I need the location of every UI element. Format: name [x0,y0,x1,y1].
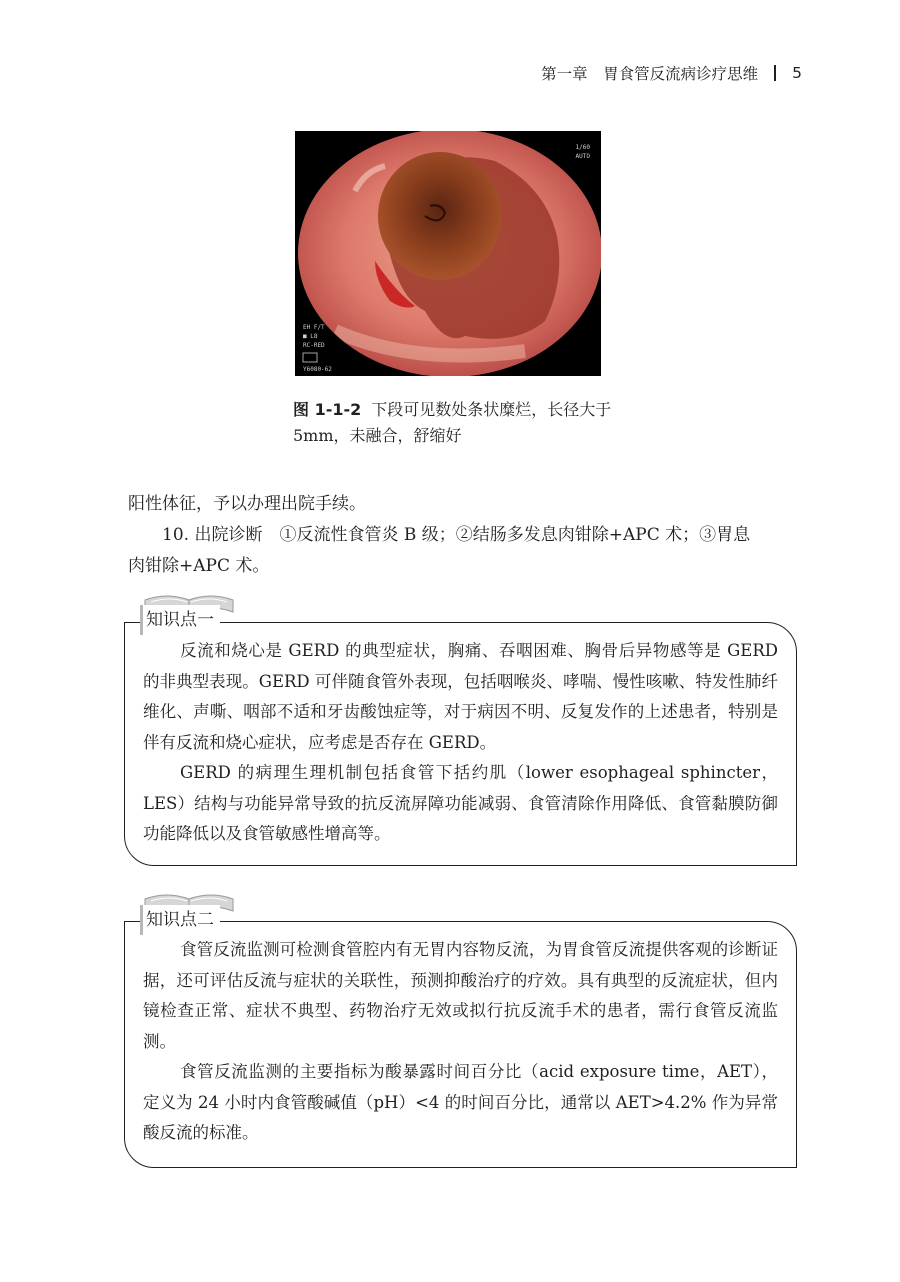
paragraph-diagnosis-line2: 肉钳除+APC 术。 [128,556,270,576]
box1-title-text: 知识点一 [146,610,214,630]
paragraph-discharge: 阳性体征，予以办理出院手续。 [128,494,366,514]
title-bar [140,905,143,935]
svg-text:AUTO: AUTO [575,153,590,160]
caption-text-1: 下段可见数处条状糜烂，长径大于 [371,400,612,419]
caption-line-1 [293,397,633,423]
svg-text:Y6080-62: Y6080-62 [303,366,332,373]
page-number: 5 [792,64,802,82]
box2-paragraph-1: 食管反流监测可检测食管腔内有无胃内容物反流，为胃食管反流提供客观的诊断证据，还可评估反流与症状的关联性，预测抑酸治疗的疗效。具有典型的反流症状，但内镜检查正常、症状不典型、药物治疗无效或拟行抗反流手术的患者，需行食管反流监测。 [143,940,778,1051]
separator-bar [774,65,776,81]
figure-caption [293,397,633,449]
knowledge-box-2 [124,921,797,1168]
box2-title [140,905,220,935]
box2-title-text: 知识点二 [146,910,214,930]
svg-text:■ L8: ■ L8 [303,333,318,340]
endoscopy-image [295,131,601,376]
paragraph-diagnosis-line1: 10. 出院诊断 ①反流性食管炎 B 级；②结肠多发息肉钳除+APC 术；③胃息 [162,525,751,545]
figure-label: 图 1-1-2 [293,400,362,419]
running-head [541,62,802,84]
svg-text:EH F/T: EH F/T [303,324,325,331]
title-bar [140,605,143,635]
box2-paragraph-2: 食管反流监测的主要指标为酸暴露时间百分比（acid exposure time，AET），定义为 24 小时内食管酸碱值（pH）<4 的时间百分比，通常以 AET>4.2% 作为异常酸反流的标准。 [143,1062,778,1142]
box1-paragraph-1: 反流和烧心是 GERD 的典型症状，胸痛、吞咽困难、胸骨后异物感等是 GERD 的非典型表现。GERD 可伴随食管外表现，包括咽喉炎、哮喘、慢性咳嗽、特发性肺纤维化、声嘶、咽部不适和牙齿酸蚀症等，对于病因不明、反复发作的上述患者，特别是伴有反流和烧心症状，应考虑是否存在 GERD。 [143,641,778,752]
svg-text:RC-RED: RC-RED [303,342,325,349]
box1-title [140,605,220,635]
caption-line-2: 5mm，未融合，舒缩好 [293,426,462,445]
endoscopy-figure [295,131,601,376]
chapter-title: 第一章 胃食管反流病诊疗思维 [541,65,759,83]
svg-text:1/60: 1/60 [575,144,590,151]
box1-paragraph-2: GERD 的病理生理机制包括食管下括约肌（lower esophageal sphincter，LES）结构与功能异常导致的抗反流屏障功能减弱、食管清除作用降低、食管黏膜防御功能降低以及食管敏感性增高等。 [143,763,778,843]
knowledge-box-1 [124,622,797,866]
